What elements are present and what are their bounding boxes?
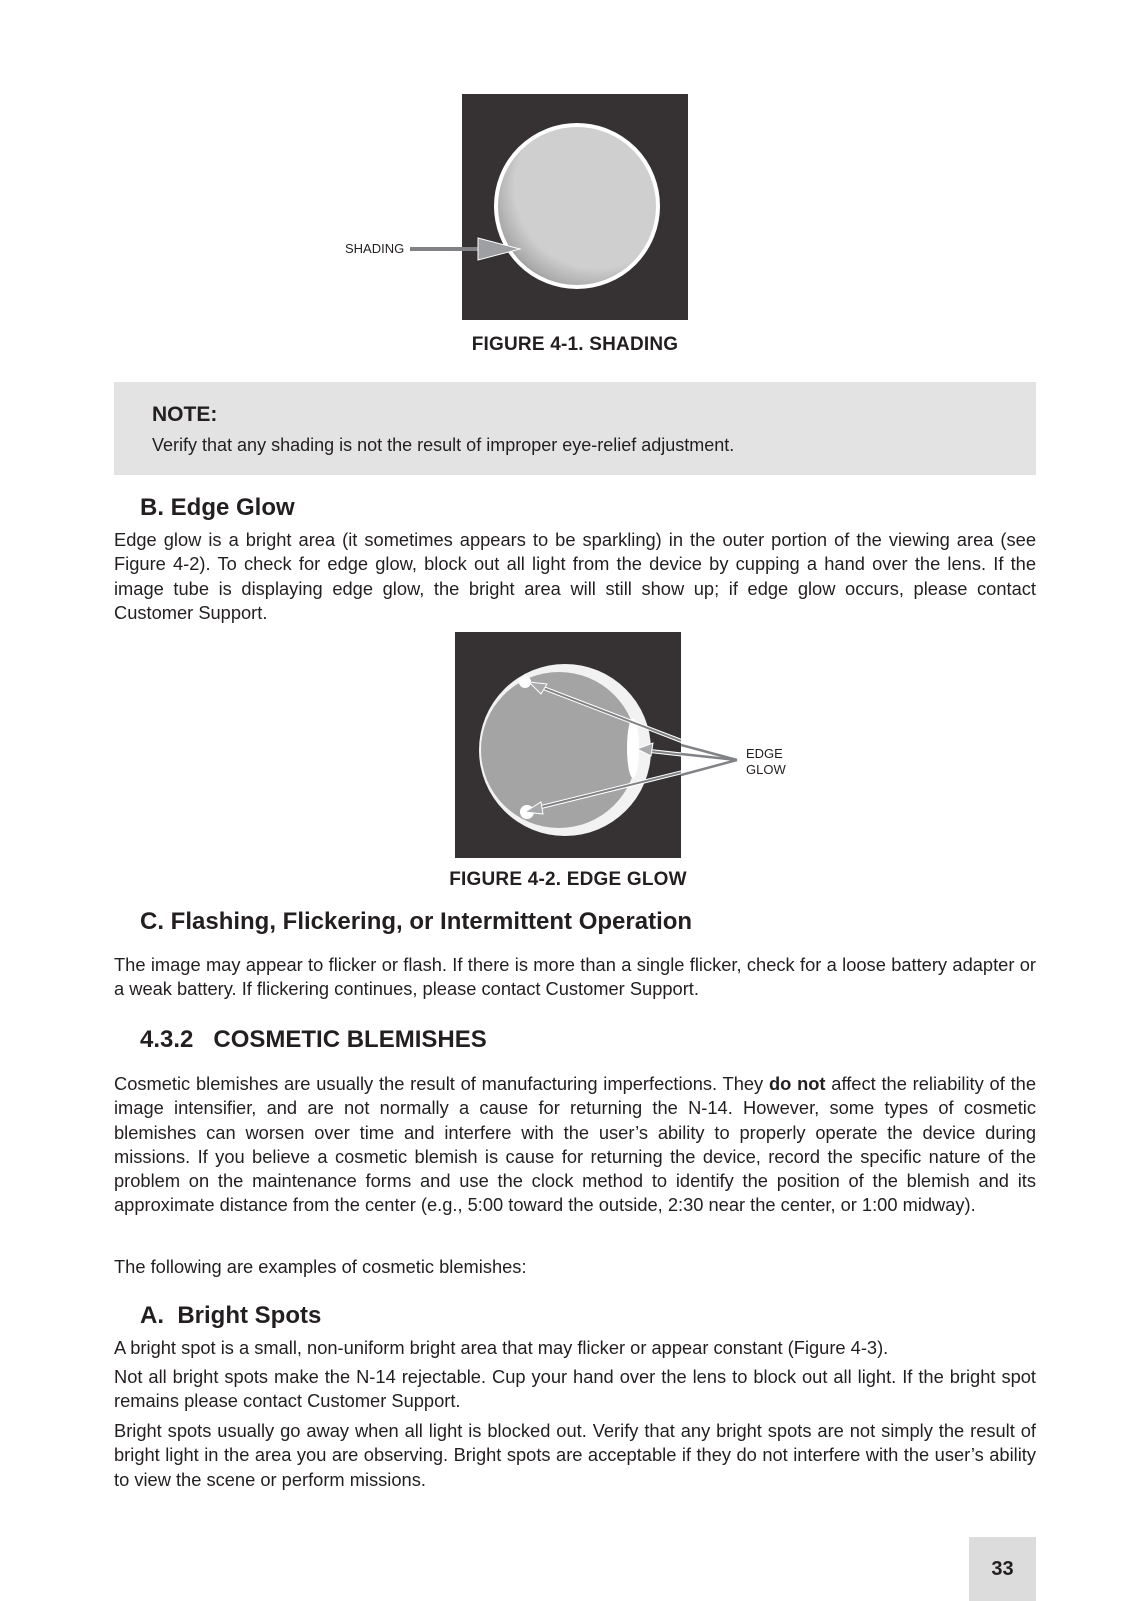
- figure-edge-glow-image: [455, 632, 681, 858]
- cosmetic-text-before: Cosmetic blemishes are usually the result of manufacturing imperfections. They: [114, 1073, 769, 1094]
- cosmetic-text-after: affect the reliability of the image intensifier, and are not normally a cause for returning the N-14. However, some types of cosmetic blemishes can worsen over time and interfere with the user’s ability to properly operate the device during missions. If you believe a cosmetic blemish is cause for returning the device, record the specific nature of the problem on the maintenance forms and use the clock method to identify the position of the blemish and its approximate distance from the center (e.g., 5:00 toward the outside, 2:30 near the center, or 1:00 midway).: [114, 1073, 1036, 1216]
- figure-shading-label: SHADING: [345, 241, 405, 256]
- heading-cosmetic-blemishes: 4.3.2 COSMETIC BLEMISHES: [140, 1026, 487, 1053]
- bright-spots-paragraph-3: Bright spots usually go away when all light is blocked out. Verify that any bright spots are not simply the result of bright light in the area you are observing. Bright spots are acceptable if they do not interfere with the user’s ability to view the scene or perform missions.: [114, 1420, 1036, 1490]
- figure-shading-image: [462, 94, 688, 320]
- heading-flashing: C. Flashing, Flickering, or Intermittent Operation: [140, 908, 693, 935]
- bright-spots-paragraph-1: A bright spot is a small, non-uniform bright area that may flicker or appear constant (Figure 4-3).: [114, 1337, 889, 1358]
- page-number: 33: [969, 1537, 1036, 1601]
- note-title: NOTE:: [152, 403, 218, 426]
- figure-edge-glow-caption: FIGURE 4-2. EDGE GLOW: [449, 869, 687, 890]
- figure-edge-glow-label-line1: EDGE: [746, 746, 783, 761]
- flashing-paragraph: The image may appear to flicker or flash. If there is more than a single flicker, check for a loose battery adapter or a weak battery. If flickering continues, please contact Customer Support.: [114, 954, 1036, 1000]
- figure-edge-glow-label-line2: GLOW: [746, 762, 786, 777]
- shading-arrow-icon: [410, 236, 522, 262]
- note-text: Verify that any shading is not the result of improper eye-relief adjustment.: [152, 435, 735, 455]
- edge-glow-arrow-icon: [681, 740, 741, 780]
- heading-bright-spots: A. Bright Spots: [140, 1302, 322, 1329]
- figure-shading-caption: FIGURE 4-1. SHADING: [471, 334, 679, 355]
- examples-intro: The following are examples of cosmetic blemishes:: [114, 1256, 527, 1277]
- edge-glow-paragraph: Edge glow is a bright area (it sometimes appears to be sparkling) in the outer portion of the viewing area (see Figure 4-2). To check for edge glow, block out all light from the device by cupping a hand over the lens. If the image tube is displaying edge glow, the bright area will still show up; if edge glow occurs, please contact Customer Support.: [114, 529, 1036, 623]
- cosmetic-blemishes-paragraph: [114, 1072, 1036, 1244]
- cosmetic-text-bold: do not: [768, 1073, 826, 1094]
- note-box: [114, 382, 1036, 475]
- bright-spots-paragraph-2: Not all bright spots make the N-14 rejectable. Cup your hand over the lens to block out all light. If the bright spot remains please contact Customer Support.: [114, 1366, 1036, 1412]
- heading-edge-glow: B. Edge Glow: [140, 494, 295, 521]
